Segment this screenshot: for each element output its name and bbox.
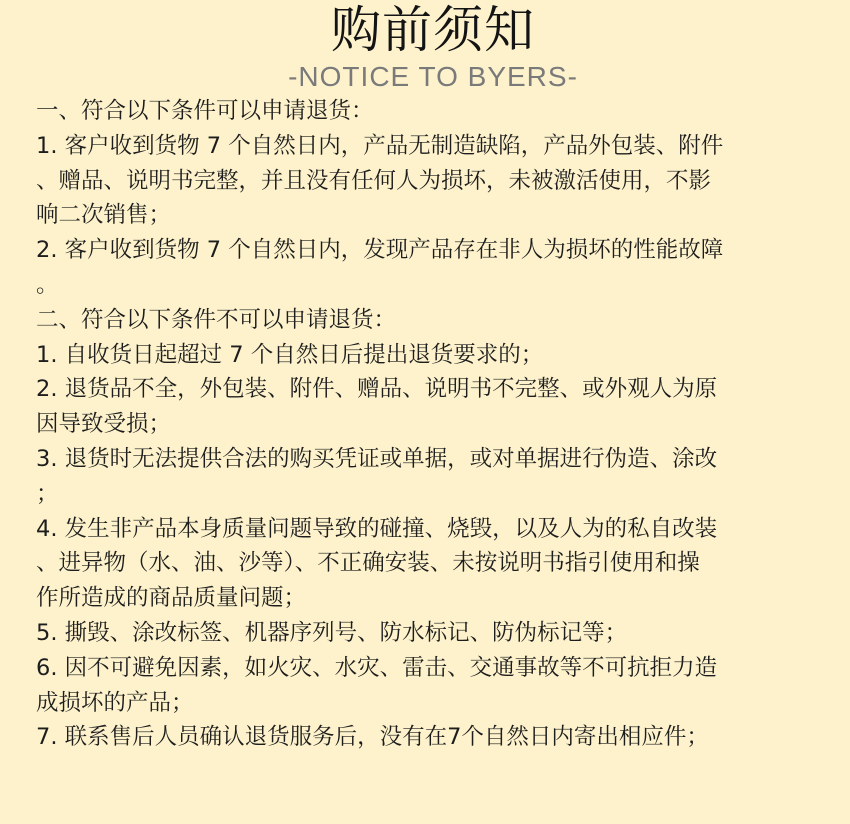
notice-content: [36, 94, 830, 755]
text-line: 2. 客户收到货物 7 个自然日内，发现产品存在非人为损坏的性能故障: [36, 237, 724, 264]
text-line: 。: [36, 271, 59, 298]
text-line: 因导致受损；: [36, 411, 172, 438]
text-line: 成损坏的产品；: [36, 689, 194, 716]
text-line: 响二次销售；: [36, 202, 172, 229]
page-title: 购前须知: [331, 1, 535, 59]
text-line: 6. 因不可避免因素，如火灾、水灾、雷击、交通事故等不可抗拒力造: [36, 654, 718, 681]
text-line: 1. 客户收到货物 7 个自然日内，产品无制造缺陷，产品外包装、附件: [36, 132, 724, 159]
text-line: ；: [36, 480, 59, 507]
text-line: 4. 发生非产品本身质量问题导致的碰撞、烧毁，以及人为的私自改装: [36, 515, 718, 542]
text-line: 5. 撕毁、涂改标签、机器序列号、防水标记、防伪标记等；: [36, 619, 628, 646]
text-line: 、进异物（水、油、沙等）、不正确安装、未按说明书指引使用和操: [36, 550, 700, 577]
text-line: 3. 退货时无法提供合法的购买凭证或单据，或对单据进行伪造、涂改: [36, 445, 718, 472]
text-line: 作所造成的商品质量问题；: [36, 585, 307, 612]
text-line: 7. 联系售后人员确认退货服务后，没有在7个自然日内寄出相应件；: [36, 724, 709, 751]
text-line: 1. 自收货日起超过 7 个自然日后提出退货要求的；: [36, 341, 544, 368]
text-line: 一、符合以下条件可以申请退货：: [36, 98, 374, 124]
text-line: 二、符合以下条件不可以申请退货：: [36, 306, 397, 333]
text-line: 2. 退货品不全，外包装、附件、赠品、说明书不完整、或外观人为原: [36, 376, 718, 403]
text-line: 、赠品、说明书完整，并且没有任何人为损坏，未被激活使用，不影: [36, 167, 712, 194]
page-subtitle: -NOTICE TO BYERS-: [288, 61, 578, 92]
